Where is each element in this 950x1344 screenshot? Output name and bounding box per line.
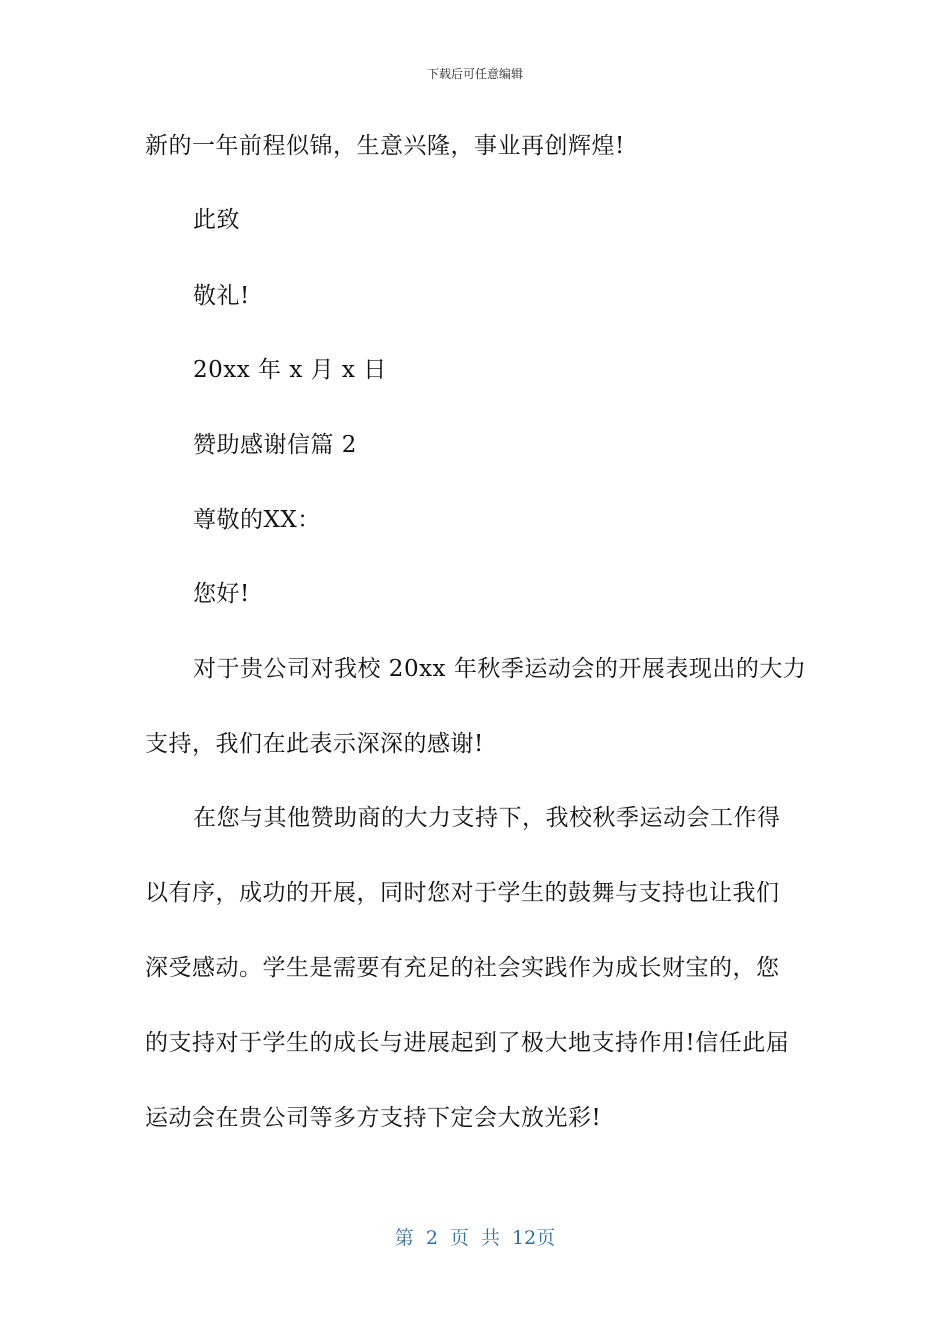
body-line-1: 新的一年前程似锦，生意兴隆，事业再创辉煌! xyxy=(145,133,625,159)
header-note: 下载后可任意编辑 xyxy=(426,67,523,81)
page-indicator: 第 2 页 共 12页 xyxy=(394,1227,556,1249)
body-line-11: 以有序，成功的开展，同时您对于学生的鼓舞与支持也让我们 xyxy=(145,880,780,906)
body-line-7: 您好! xyxy=(193,581,250,607)
body-line-13: 的支持对于学生的成长与进展起到了极大地支持作用!信任此届 xyxy=(145,1030,790,1056)
body-line-8: 对于贵公司对我校 20xx 年秋季运动会的开展表现出的大力 xyxy=(193,656,807,682)
body-line-10: 在您与其他赞助商的大力支持下，我校秋季运动会工作得 xyxy=(193,805,781,831)
body-line-5: 赞助感谢信篇 2 xyxy=(193,432,357,458)
body-line-14: 运动会在贵公司等多方支持下定会大放光彩! xyxy=(145,1105,602,1131)
body-line-4: 20xx 年 x 月 x 日 xyxy=(193,357,387,383)
body-line-2: 此致 xyxy=(193,207,240,233)
body-line-6: 尊敬的XX： xyxy=(193,507,321,533)
body-line-3: 敬礼! xyxy=(193,283,250,309)
body-line-9: 支持，我们在此表示深深的感谢! xyxy=(145,731,484,757)
body-line-12: 深受感动。学生是需要有充足的社会实践作为成长财宝的，您 xyxy=(145,955,780,981)
